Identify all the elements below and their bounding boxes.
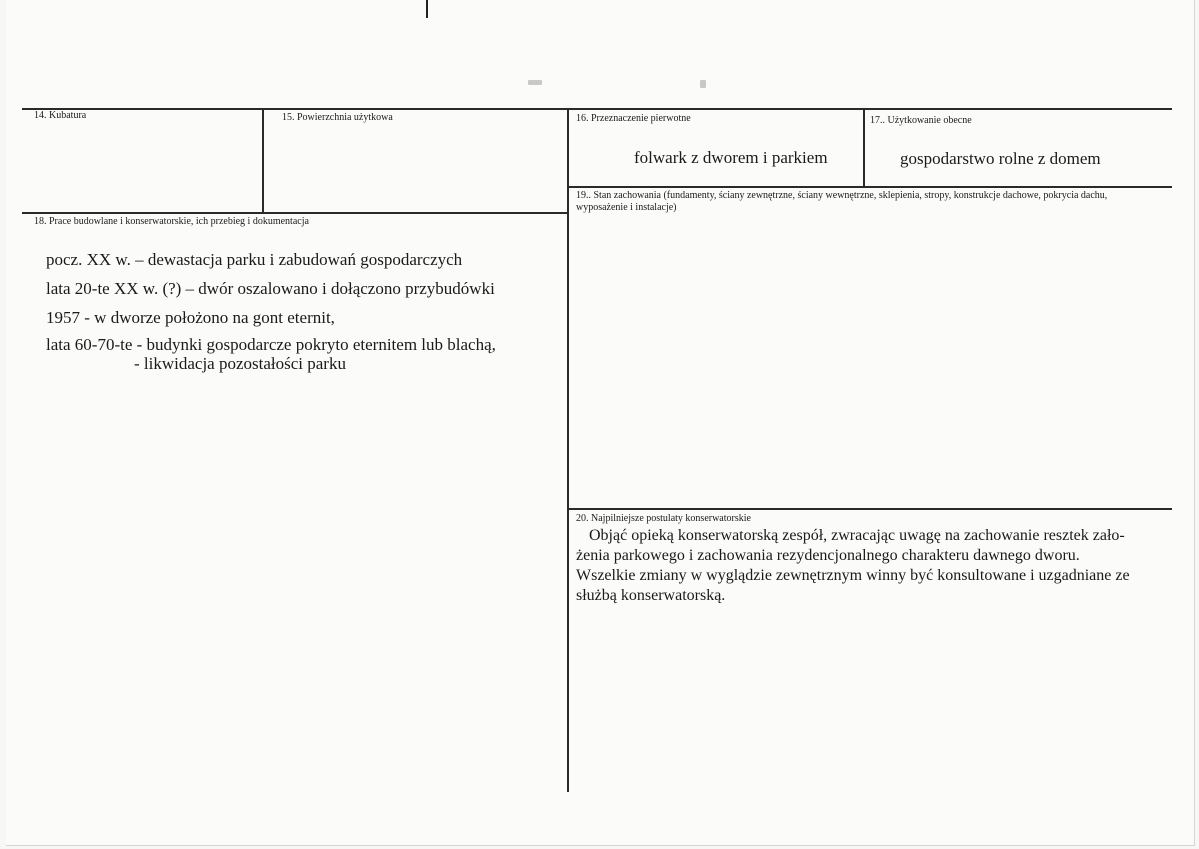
field-20-line: żenia parkowego i zachowania rezydencjonalnego charakteru dawnego dworu. [576, 547, 1080, 564]
field-17-label: 17.. Użytkowanie obecne [870, 115, 972, 126]
field-15-label: 15. Powierzchnia użytkowa [282, 112, 393, 123]
rule-above-19 [569, 186, 1172, 188]
field-14-label: 14. Kubatura [34, 110, 87, 121]
rule-above-18 [22, 212, 567, 214]
field-16-value: folwark z dworem i parkiem [634, 148, 828, 167]
field-19-label: 19.. Stan zachowania (fundamenty, ściany zewnętrzne, ściany wewnętrzne, sklepienia, stropy, konstrukcje dachowe, pokrycia dachu, wyposażenie i instalacje) [576, 190, 1108, 213]
field-17-value: gospodarstwo rolne z domem [900, 149, 1101, 168]
field-20-line: Wszelkie zmiany w wyglądzie zewnętrznym winny być konsultowane i uzgadniane ze [576, 567, 1130, 584]
field-18-line: 1957 - w dworze położono na gont eternit, [46, 308, 335, 327]
field-18-line: - likwidacja pozostałości parku [134, 354, 346, 373]
field-20-label: 20. Najpilniejsze postulaty konserwatorskie [576, 513, 751, 524]
field-20-line: służbą konserwatorską. [576, 587, 726, 604]
field-18-line: lata 60-70-te - budynki gospodarcze pokryto eternitem lub blachą, [46, 335, 496, 354]
field-18-line: lata 20-te XX w. (?) – dwór oszalowano i dołączono przybudówki [46, 279, 495, 298]
divider-16-17 [863, 108, 865, 188]
field-18-label: 18. Prace budowlane i konserwatorskie, ich przebieg i dokumentacja [34, 216, 309, 227]
top-rule [22, 108, 1172, 110]
top-tick-mark [426, 0, 428, 18]
divider-14-15 [262, 108, 264, 214]
record-card [6, 0, 1195, 846]
field-18-line: pocz. XX w. – dewastacja parku i zabudowań gospodarczych [46, 250, 463, 269]
field-20-line: Objąć opieką konserwatorską zespół, zwracając uwagę na zachowanie resztek zało- [589, 527, 1125, 544]
main-column-divider [567, 108, 569, 792]
scan-speck [528, 80, 542, 85]
scan-speck [700, 80, 706, 88]
field-16-label: 16. Przeznaczenie pierwotne [576, 113, 691, 124]
rule-above-20 [569, 508, 1172, 510]
